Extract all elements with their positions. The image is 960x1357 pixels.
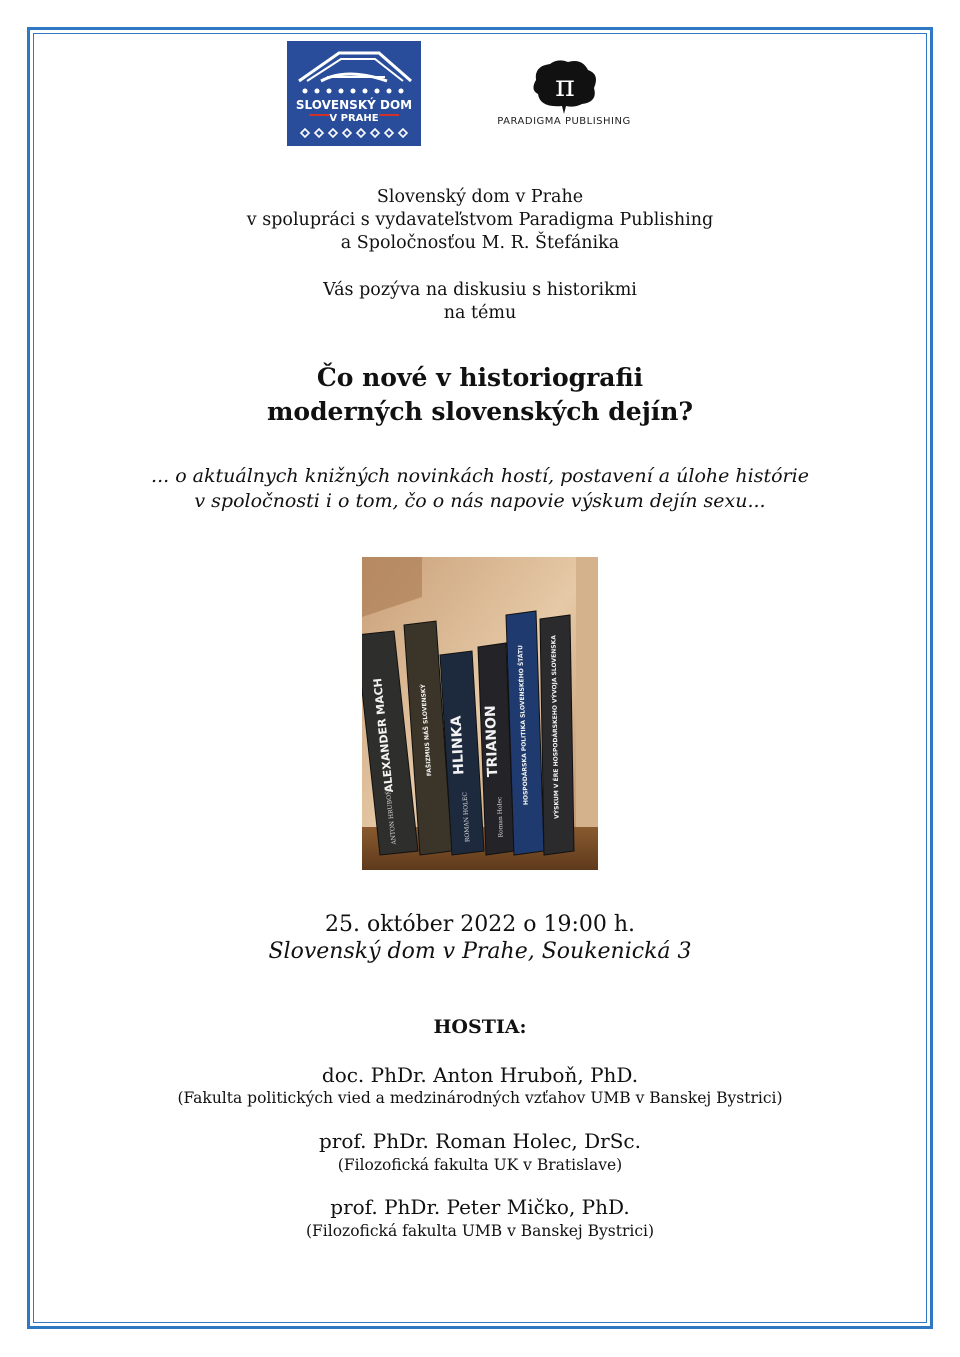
book-author: ROMAN HOLEC bbox=[461, 791, 472, 843]
paradigma-publishing-logo bbox=[488, 56, 640, 136]
book-title: HLINKA bbox=[448, 715, 468, 776]
guest-name-3: prof. PhDr. Peter Mičko, PhD. bbox=[330, 1195, 630, 1219]
logo-line2: V PRAHE bbox=[329, 113, 379, 124]
subtitle-line-1: ... o aktuálnych knižných novinkách hostí, postavení a úlohe histórie bbox=[151, 465, 809, 487]
book-author: Roman Holec bbox=[496, 796, 505, 838]
guest-affiliation-2: (Filozofická fakulta UK v Bratislave) bbox=[337, 1156, 623, 1174]
guest-affiliation-3: (Filozofická fakulta UMB v Banskej Bystrici) bbox=[305, 1222, 655, 1240]
book-title: FAŠIZMUS NÁŠ SLOVENSKÝ bbox=[419, 683, 434, 777]
intro-line-1: Slovenský dom v Prahe bbox=[376, 187, 584, 207]
event-date: 25. október 2022 o 19:00 h. bbox=[324, 912, 636, 937]
pi-symbol: π bbox=[555, 69, 575, 104]
guest-name-2: prof. PhDr. Roman Holec, DrSc. bbox=[319, 1129, 641, 1153]
guest-affiliation-1: (Fakulta politických vied a medzinárodných vzťahov UMB v Banskej Bystrici) bbox=[177, 1089, 783, 1107]
intro-line-2: v spolupráci s vydavateľstvom Paradigma Publishing bbox=[246, 210, 714, 230]
book-title: TRIANON bbox=[482, 705, 502, 778]
invite-line-1: Vás pozýva na diskusiu s historikmi bbox=[323, 280, 637, 300]
book-spine bbox=[540, 615, 574, 855]
paradigma-logo-text: PARADIGMA PUBLISHING bbox=[497, 116, 631, 127]
invite-line-2: na tému bbox=[443, 303, 517, 323]
event-title-line-2: moderných slovenských dejín? bbox=[266, 397, 694, 426]
books-photo bbox=[362, 557, 598, 870]
event-title-line-1: Čo nové v historiografii bbox=[316, 363, 644, 392]
event-place: Slovenský dom v Prahe, Soukenická 3 bbox=[268, 939, 692, 964]
book-title: HOSPODÁRSKA POLITIKA SLOVENSKÉHO ŠTÁTU bbox=[517, 644, 530, 806]
slovensky-dom-logo bbox=[287, 41, 421, 146]
book-title: VÝSKUM V ÉRE HOSPODÁRSKEHO VÝVOJA SLOVENSKA bbox=[550, 635, 561, 819]
guest-name-1: doc. PhDr. Anton Hruboň, PhD. bbox=[321, 1063, 639, 1087]
intro-line-3: a Spoločnosťou M. R. Štefánika bbox=[340, 233, 620, 253]
book-title: ALEXANDER MACH bbox=[371, 677, 396, 794]
guests-heading: HOSTIA: bbox=[433, 1016, 527, 1038]
logo-line1: SLOVENSKÝ DOM bbox=[295, 98, 413, 112]
book-author: ANTON HRUBOŇ bbox=[385, 789, 398, 845]
subtitle-line-2: v spoločnosti i o tom, čo o nás napovie výskum dejín sexu... bbox=[194, 490, 766, 512]
